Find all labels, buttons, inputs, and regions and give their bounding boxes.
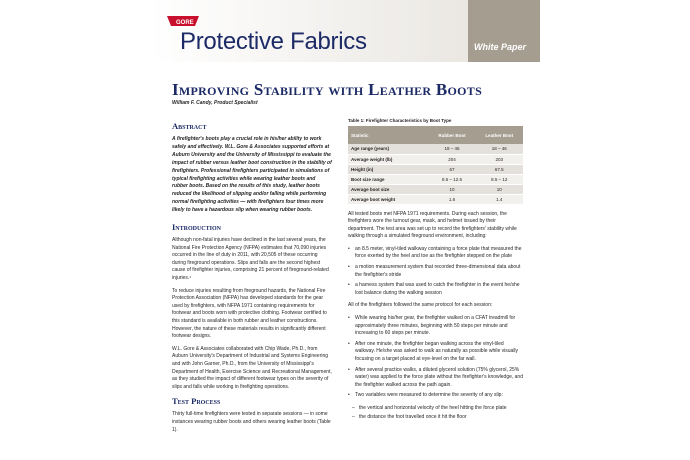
list-item: • After several practice walks, a diluted glycerol solution (75% glycerol, 25% water) was applied to the force plate without the firefighter's knowledge, and the firefighter walked across the path again. — [348, 367, 523, 390]
list-item: • a motion measurement system that recorded three-dimensional data about the firefighter's stride — [348, 264, 523, 279]
right-paragraph-1: All tested boots met NFPA 1971 requirements. During each session, the firefighters wore the turnout gear, mask, and helmet issued by their department. The test area was set up to record the firefighters' stability while walking through a simulated fireground environment, including: — [348, 210, 517, 240]
list-item: • an 8.5 meter, vinyl-tiled walkway containing a force plate that measured the force exerted by the heel and toe as the firefighter stepped on the plate — [348, 246, 523, 261]
protocol-list — [348, 315, 523, 400]
table-cell: 1.4 — [475, 194, 523, 204]
list-item: • Two variables were measured to determine the severity of any slip: — [348, 392, 523, 400]
right-paragraph-2: All of the firefighters followed the same protocol for each session: — [348, 302, 493, 309]
abstract-text: A firefighter's boots play a crucial role in his/her ability to work safely and effectively. W.L. Gore & Associates supported efforts at Auburn University and the University of Mississippi to evaluate the impact of rubber versus leather boot construction in the stability of firefighters. Professional firefighters participated in simulations of typical firefighting activities while wearing leather boots and rubber boots. Based on the results of this study, leather boots reduced the likelihood of slipping and/or falling while performing normal firefighting activities — with firefighters four times more likely to have a hazardous slip when wearing rubber boots. — [172, 136, 332, 214]
document-title: Improving Stability with Leather Boots — [172, 80, 483, 99]
characteristics-table — [348, 126, 523, 205]
list-item: • a harness system that was used to catch the firefighter in the event he/she lost balance during the walking session — [348, 282, 523, 297]
intro-paragraph-1: Although non-fatal injuries have declined in the last several years, the National Fire Protection Agency (NFPA) estimates that 70,090 injuries occurred in the line of duty in 2011, with 20,505 of these occurring during fireground operations. Slips and falls are the second highest cause of firefighter injuries, comprising 21 percent of fireground-related injuries.¹ — [172, 237, 329, 282]
table-cell: 1.6 — [429, 194, 476, 204]
left-column — [172, 118, 332, 439]
abstract-heading: Abstract — [172, 121, 207, 131]
test-paragraph-1: Thirty full-time firefighters were tested in separate sessions — in some instances wearing rubber boots and others wearing leather boots (Table 1). — [172, 411, 331, 433]
table-row — [348, 144, 523, 154]
author-line: William F. Candy, Product Specialist — [172, 100, 258, 106]
logo-text: GORE — [176, 20, 194, 26]
table-cell: Boot size range — [348, 174, 429, 184]
table-header-row — [348, 126, 523, 144]
table-row — [348, 174, 523, 184]
table-cell: 67.5 — [475, 164, 523, 174]
gore-logo-icon — [165, 14, 201, 28]
table-row — [348, 194, 523, 204]
table-cell: Age range (years) — [348, 144, 429, 154]
list-item: • While wearing his/her gear, the firefighter walked on a CFAT treadmill for approximately three minutes, beginning with 50 steps per minute and increasing to 60 steps per minute. — [348, 315, 523, 338]
list-item: • After one minute, the firefighter began walking across the vinyl-tiled walkway. He/she was asked to walk as naturally as possible while visually focusing on a target placed at eye-level on the far wall. — [348, 341, 523, 364]
table-row — [348, 184, 523, 194]
intro-paragraph-2: To reduce injuries resulting from fireground hazards, the National Fire Protection Association (NFPA) has developed standards for the gear used by firefighters, with NFPA 1971 containing requirements for footwear and boots worn with protective clothing. Footwear certified to this standard is available in both rubber and leather constructions. However, the nature of these materials results in significantly different footwear designs. — [172, 287, 327, 340]
table-cell: Average weight (lb) — [348, 154, 429, 164]
right-column — [348, 118, 523, 422]
table-row — [348, 164, 523, 174]
list-item: – the distance the foot travelled once it hit the floor — [348, 414, 523, 422]
intro-paragraph-3: W.L. Gore & Associates collaborated with Chip Wade, Ph.D., from Auburn University's Department of Industrial and Systems Engineering and with John Garner, Ph.D., from the University of Mississippi's Department of Health, Exercise Science and Recreational Management, as they studied the impact of different footwear types on the severity of slips and falls while working in firefighting operations. — [172, 345, 332, 390]
intro-heading: Introduction — [172, 222, 221, 233]
table-cell: 67 — [429, 164, 476, 174]
table-header-cell: Leather Boot — [475, 126, 523, 144]
table-cell: Height (in) — [348, 164, 429, 174]
table-cell: 10 — [429, 184, 476, 194]
table-header-cell: Statistic — [348, 126, 429, 144]
doc-type-panel — [468, 0, 540, 62]
table-cell: 8.5 – 12.5 — [429, 174, 476, 184]
table-cell: 18 – 46 — [475, 144, 523, 154]
table-row — [348, 154, 523, 164]
doc-type-label: White Paper — [474, 42, 527, 52]
table-cell: 8.5 – 12 — [475, 174, 523, 184]
table-cell: Average boot size — [348, 184, 429, 194]
table-cell: 203 — [475, 154, 523, 164]
page-header — [0, 0, 690, 62]
variables-list — [348, 405, 523, 421]
list-item: – the vertical and horizontal velocity of the heel hitting the force plate — [348, 405, 523, 413]
table-cell: 10 — [475, 184, 523, 194]
table-cell: Average boot weight — [348, 194, 429, 204]
product-line-title: Protective Fabrics — [180, 28, 367, 55]
table-header-cell: Rubber Boot — [429, 126, 476, 144]
table-caption: Table 1: Firefighter Characteristics by Boot Type — [348, 118, 452, 123]
table-cell: 204 — [429, 154, 476, 164]
table-cell: 18 – 46 — [429, 144, 476, 154]
header-margin — [540, 0, 690, 62]
test-process-heading: Test Process — [172, 396, 221, 407]
setup-list — [348, 246, 523, 298]
